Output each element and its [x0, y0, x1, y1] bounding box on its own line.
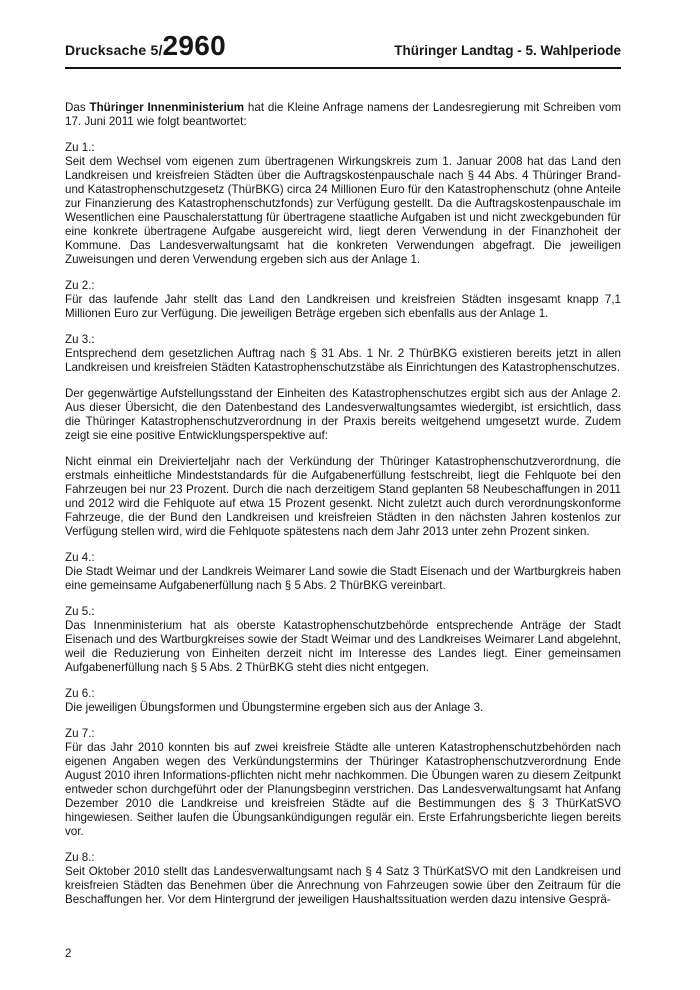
answer-section [65, 279, 621, 321]
answer-section [65, 605, 621, 675]
drucksache-label [65, 30, 226, 62]
answer-section [65, 333, 621, 539]
intro-bold-ministry: Thüringer Innenministerium [89, 101, 245, 114]
intro-text-after: hat die Kleine Anfrage namens der Landesregierung mit Schreiben vom 17. Juni 2011 wie folgt beantwortet: [65, 101, 621, 128]
answer-section [65, 727, 621, 839]
document-header [65, 30, 621, 62]
section-label: Zu 2.: [65, 279, 95, 292]
section-label: Zu 6.: [65, 687, 95, 700]
section-paragraph: Entsprechend dem gesetzlichen Auftrag nach § 31 Abs. 1 Nr. 2 ThürBKG existieren bereits jetzt in allen Landkreisen und kreisfreien Städten Katastrophenschutzstäbe als Einrichtungen des Katastrophenschutzes. [65, 347, 621, 374]
section-label: Zu 8.: [65, 851, 95, 864]
header-rule [65, 67, 621, 69]
answer-section [65, 687, 621, 715]
section-label: Zu 7.: [65, 727, 95, 740]
section-label: Zu 1.: [65, 141, 95, 154]
section-paragraph: Für das Jahr 2010 konnten bis auf zwei kreisfreie Städte alle unteren Katastrophenschutzbehörden nach eigenen Angaben wegen des Verkündungstermins der Thüringer Katastrophenschutzverordnung Ende August 2010 ihren Informations-pflichten nicht mehr nachkommen. Die Übungen waren zu diesem Zeitpunkt entweder schon durchgeführt oder der Planungsbeginn verstrichen. Das Landesverwaltungsamt hat Anfang Dezember 2010 die Landkreise und kreisfreien Städte auf die Bestimmungen des § 3 ThürKatSVO hingewiesen. Seither laufen die Übungsankündigungen regulär ein. Erste Erfahrungsberichte liegen bereits vor. [65, 741, 621, 838]
section-paragraph: Für das laufende Jahr stellt das Land den Landkreisen und kreisfreien Städten insgesamt knapp 7,1 Millionen Euro zur Verfügung. Die jeweiligen Beträge ergeben sich ebenfalls aus der Anlage 1. [65, 293, 621, 320]
section-paragraph: Das Innenministerium hat als oberste Katastrophenschutzbehörde entsprechende Anträge der Stadt Eisenach und des Wartburgkreises sowie der Stadt Weimar und des Landkreises Weimarer Land abgelehnt, weil die Reduzierung von Einheiten derzeit nicht im Interesse des Landes liegt. Einer gemeinsamen Aufgabenerfüllung nach § 5 Abs. 2 ThürBKG steht dies nicht entgegen. [65, 619, 621, 674]
section-paragraph: Nicht einmal ein Dreivierteljahr nach der Verkündung der Thüringer Katastrophenschutzverordnung, die erstmals einheitliche Mindeststandards für die Aufgabenerfüllung festschreibt, liegt die Fehlquote bei den Fahrzeugen bei nur 23 Prozent. Durch die nach derzeitigem Stand geplanten 58 Neubeschaffungen in 2011 und 2012 wird die Fehlquote auf etwa 15 Prozent gesenkt. Nicht zuletzt auch durch verordnungskonforme Fahrzeuge, die der Bund den Landkreisen und kreisfreien Städten in den nächsten Jahren kostenlos zur Verfügung stellen wird, wird die Fehlquote spätestens nach dem Jahr 2013 unter zehn Prozent sinken. [65, 455, 621, 538]
sections [65, 141, 621, 907]
intro-paragraph [65, 101, 621, 129]
section-label: Zu 4.: [65, 551, 95, 564]
section-paragraph: Die jeweiligen Übungsformen und Übungstermine ergeben sich aus der Anlage 3. [65, 701, 484, 714]
intro-text-before: Das [65, 101, 90, 114]
landtag-title: Thüringer Landtag - 5. Wahlperiode [394, 43, 621, 58]
page-number: 2 [65, 947, 72, 960]
section-paragraph: Seit dem Wechsel vom eigenen zum übertragenen Wirkungskreis zum 1. Januar 2008 hat das Land den Landkreisen und kreisfreien Städten über die Auftragskostenpauschale nach § 44 Abs. 4 Thüringer Brand- und Katastrophenschutzgesetz (ThürBKG) circa 24 Millionen Euro für den Katastrophenschutz (ohne Anteile zur Finanzierung des Katastrophenschutzfonds) zur Verfügung gestellt. Da die Auftragskostenpauschale im Wesentlichen eine Pauschalerstattung für übertragene staatliche Aufgaben ist und nicht zweckgebunden für eine konkrete übertragene Aufgabe ausgereicht wird, liegt deren Verwendung in der Finanzhoheit der Kommune. Das Landesverwaltungsamt hat die konkreten Verwendungen abgefragt. Die jeweiligen Zuweisungen und deren Verwendung ergeben sich aus der Anlage 1. [65, 155, 621, 266]
answer-section [65, 551, 621, 593]
document-body [65, 101, 621, 907]
section-label: Zu 5.: [65, 605, 95, 618]
drucksache-prefix: Drucksache 5/ [65, 42, 163, 58]
answer-section [65, 141, 621, 267]
section-paragraph: Die Stadt Weimar und der Landkreis Weimarer Land sowie die Stadt Eisenach und der Wartburgkreis haben eine gemeinsame Aufgabenerfüllung nach § 5 Abs. 2 ThürBKG vereinbart. [65, 565, 621, 592]
drucksache-number: 2960 [162, 30, 227, 61]
section-paragraph: Seit Oktober 2010 stellt das Landesverwaltungsamt nach § 4 Satz 3 ThürKatSVO mit den Landkreisen und kreisfreien Städten das Benehmen über die Anrechnung von Fahrzeugen sowie über den Zeitraum für die Beschaffungen her. Vor dem Hintergrund der jeweiligen Haushaltssituation werden dazu intensive Gesprä- [65, 865, 621, 906]
section-label: Zu 3.: [65, 333, 95, 346]
answer-section [65, 851, 621, 907]
section-paragraph: Der gegenwärtige Aufstellungsstand der Einheiten des Katastrophenschutzes ergibt sich aus der Anlage 2. Aus dieser Übersicht, die den Datenbestand des Landesverwaltungsamtes wiedergibt, ist ersichtlich, dass die Thüringer Katastrophenschutzverordnung in der Praxis bereits weitgehend umgesetzt wurde. Zudem zeigt sie eine positive Entwicklungsperspektive auf: [65, 387, 621, 442]
